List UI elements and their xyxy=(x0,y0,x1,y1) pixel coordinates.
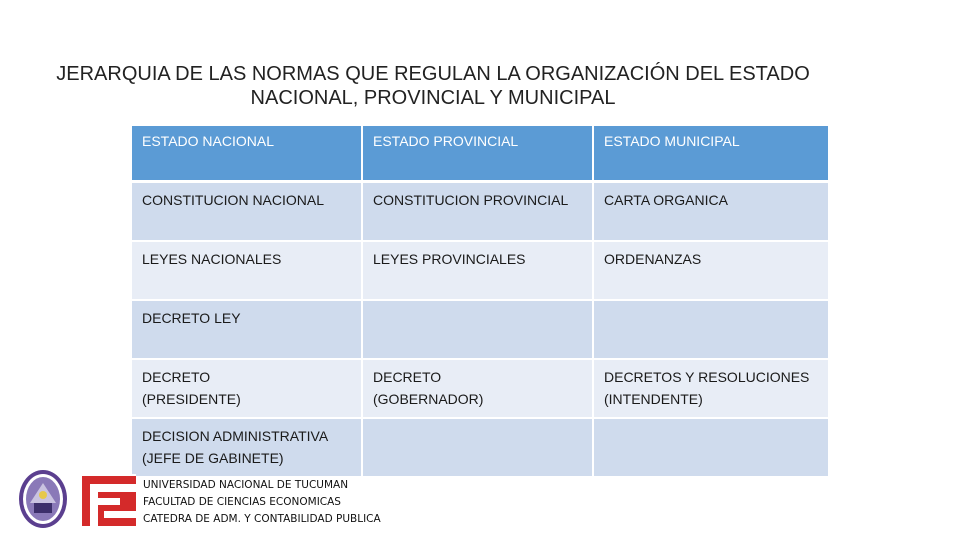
org-university: UNIVERSIDAD NACIONAL DE TUCUMAN xyxy=(143,479,349,491)
header-estado-nacional: ESTADO NACIONAL xyxy=(132,126,363,183)
cell-line: LEYES PROVINCIALES xyxy=(373,251,526,267)
table-row xyxy=(132,183,830,242)
table-cell xyxy=(132,301,363,360)
cell-line: DECRETO xyxy=(373,369,442,385)
cell-line: CONSTITUCION PROVINCIAL xyxy=(373,192,569,208)
table-cell-empty xyxy=(594,301,830,360)
table-cell xyxy=(132,242,363,301)
table-cell xyxy=(363,183,594,242)
footer xyxy=(0,466,960,540)
norms-hierarchy-table xyxy=(132,126,830,478)
university-seal-icon xyxy=(18,469,68,529)
faculty-logo-icon xyxy=(80,474,136,528)
table-row xyxy=(132,242,830,301)
table-cell xyxy=(594,242,830,301)
org-chair: CATEDRA DE ADM. Y CONTABILIDAD PUBLICA xyxy=(143,513,381,525)
table-row xyxy=(132,360,830,419)
organization-info xyxy=(143,477,381,528)
cell-line: CARTA ORGANICA xyxy=(604,192,728,208)
table-cell xyxy=(594,183,830,242)
cell-line: (JEFE DE GABINETE) xyxy=(142,450,284,466)
title-line-1: JERARQUIA DE LAS NORMAS QUE REGULAN LA ORGANIZACIÓN DEL ESTADO xyxy=(56,63,810,85)
cell-line: (PRESIDENTE) xyxy=(142,391,241,407)
table-cell xyxy=(594,360,830,419)
cell-line: ORDENANZAS xyxy=(604,251,702,267)
header-estado-provincial: ESTADO PROVINCIAL xyxy=(363,126,594,183)
table-header-row xyxy=(132,126,830,183)
table-row xyxy=(132,301,830,360)
table-cell-empty xyxy=(363,301,594,360)
cell-line: (INTENDENTE) xyxy=(604,391,703,407)
cell-line: (GOBERNADOR) xyxy=(373,391,484,407)
cell-line: DECRETO xyxy=(142,369,211,385)
table-cell xyxy=(132,360,363,419)
table-cell xyxy=(132,183,363,242)
cell-line: DECRETOS Y RESOLUCIONES xyxy=(604,369,810,385)
title-line-2: NACIONAL, PROVINCIAL Y MUNICIPAL xyxy=(250,87,616,109)
table-cell xyxy=(363,242,594,301)
table-cell xyxy=(363,360,594,419)
cell-line: LEYES NACIONALES xyxy=(142,251,282,267)
org-faculty: FACULTAD DE CIENCIAS ECONOMICAS xyxy=(143,496,341,508)
header-estado-municipal: ESTADO MUNICIPAL xyxy=(594,126,830,183)
page-title xyxy=(0,62,866,110)
cell-line: DECISION ADMINISTRATIVA xyxy=(142,428,329,444)
cell-line: DECRETO LEY xyxy=(142,310,241,326)
cell-line: CONSTITUCION NACIONAL xyxy=(142,192,325,208)
